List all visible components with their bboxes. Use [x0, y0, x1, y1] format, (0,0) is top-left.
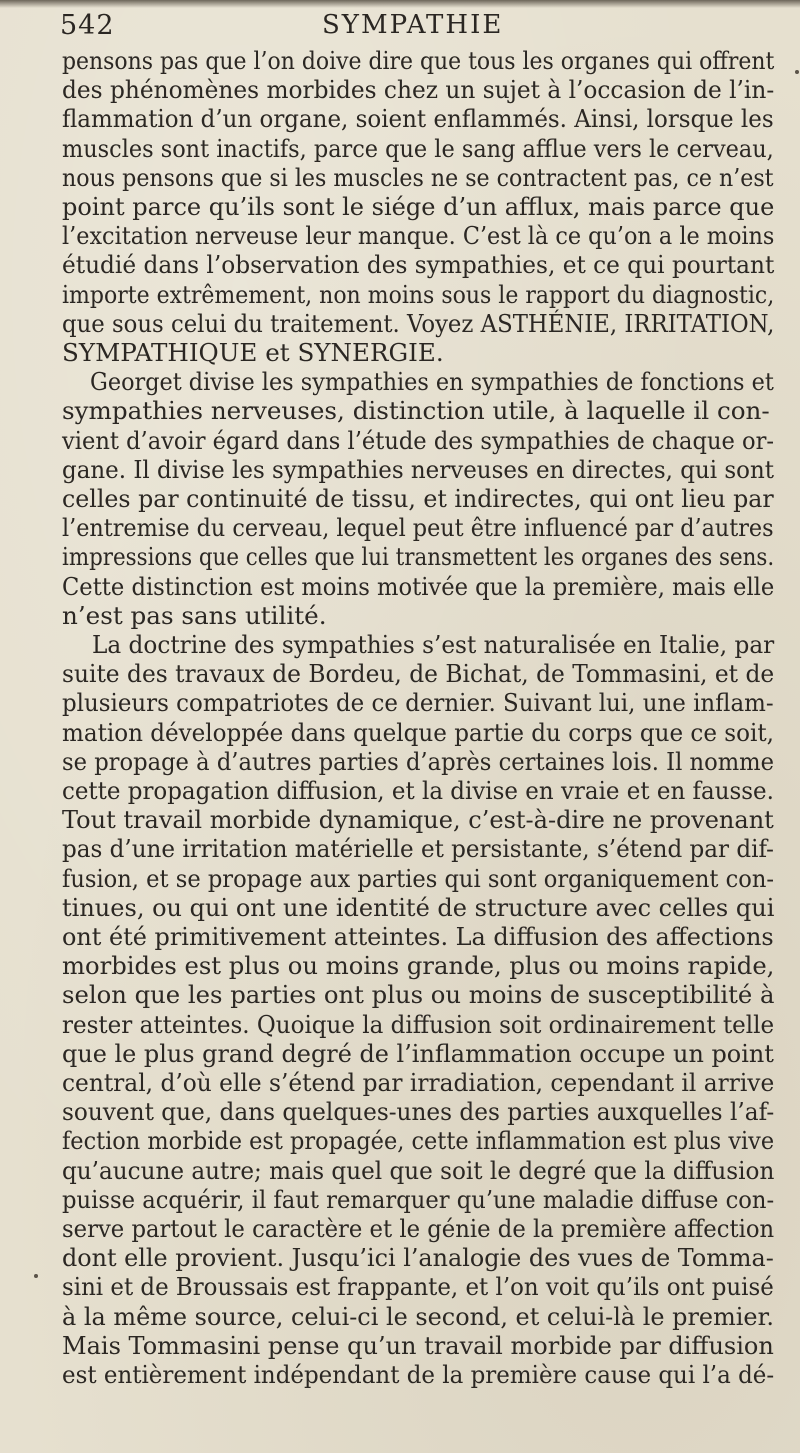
- text-line: tinues, ou qui ont une identité de structure avec celles qui: [62, 892, 775, 922]
- text-line: qu’aucune autre; mais quel que soit le degré que la diffusion: [62, 1155, 775, 1185]
- text-line: fusion, et se propage aux parties qui sont organiquement con-: [62, 863, 775, 893]
- paper-speck: [795, 70, 799, 74]
- running-title: SYMPATHIE: [322, 10, 504, 40]
- text-line: vient d’avoir égard dans l’étude des sympathies de chaque or-: [62, 425, 775, 455]
- text-line: morbides est plus ou moins grande, plus ou moins rapide,: [62, 951, 775, 981]
- text-line: mation développée dans quelque partie du corps que ce soit,: [62, 717, 774, 747]
- text-line: n’est pas sans utilité.: [62, 600, 327, 630]
- text-line: Georget divise les sympathies en sympathies de fonctions et: [90, 367, 774, 397]
- text-line: puisse acquérir, il faut remarquer qu’une maladie diffuse con-: [62, 1184, 775, 1214]
- page-number: 542: [60, 10, 115, 41]
- text-line: importe extrêmement, non moins sous le rapport du diagnostic,: [62, 279, 775, 309]
- text-line: serve partout le caractère et le génie de la première affection: [62, 1214, 775, 1243]
- text-line: plusieurs compatriotes de ce dernier. Suivant lui, une inflam-: [62, 688, 774, 718]
- text-line: gane. Il divise les sympathies nerveuses en directes, qui sont: [62, 454, 774, 484]
- text-line: cette propagation diffusion, et la divise en vraie et en fausse.: [62, 776, 774, 805]
- text-line: sini et de Broussais est frappante, et l’on voit qu’ils ont puisé: [62, 1272, 774, 1302]
- text-line: La doctrine des sympathies s’est naturalisée en Italie, par: [92, 630, 775, 659]
- text-line: SYMPATHIQUE et SYNERGIE.: [62, 338, 444, 367]
- text-line: central, d’où elle s’étend par irradiation, cependant il arrive: [62, 1068, 775, 1097]
- text-line: dont elle provient. Jusqu’ici l’analogie des vues de Tomma-: [62, 1243, 774, 1273]
- text-line: rester atteintes. Quoique la diffusion soit ordinairement telle: [62, 1009, 775, 1039]
- text-line: Cette distinction est moins motivée que la première, mais elle: [62, 571, 775, 601]
- text-line: Mais Tommasini pense qu’un travail morbide par diffusion: [62, 1330, 774, 1360]
- text-line: l’excitation nerveuse leur manque. C’est là ce qu’on a le moins: [62, 221, 775, 251]
- text-line: nous pensons que si les muscles ne se contractent pas, ce n’est: [62, 162, 774, 192]
- text-line: fection morbide est propagée, cette inflammation est plus vive: [62, 1126, 775, 1156]
- text-line: impressions que celles que lui transmettent les organes des sens.: [62, 542, 775, 572]
- text-line: pensons pas que l’on doive dire que tous les organes qui offrent: [62, 46, 775, 75]
- text-line: point parce qu’ils sont le siége d’un afflux, mais parce que: [62, 192, 775, 221]
- text-line: l’entremise du cerveau, lequel peut être influencé par d’autres: [62, 513, 774, 543]
- text-line: celles par continuité de tissu, et indirectes, qui ont lieu par: [62, 484, 774, 513]
- text-line: des phénomènes morbides chez un sujet à l’occasion de l’in-: [62, 75, 775, 105]
- text-line: sympathies nerveuses, distinction utile, à laquelle il con-: [62, 396, 770, 426]
- text-line: se propage à d’autres parties d’après certaines lois. Il nomme: [62, 746, 774, 776]
- text-line: muscles sont inactifs, parce que le sang afflue vers le cerveau,: [62, 133, 774, 163]
- text-line: que le plus grand degré de l’inflammation occupe un point: [62, 1038, 774, 1068]
- text-line: ont été primitivement atteintes. La diffusion des affections: [62, 922, 774, 951]
- text-line: pas d’une irritation matérielle et persistante, s’étend par dif-: [62, 834, 774, 864]
- text-line: selon que les parties ont plus ou moins de susceptibilité à: [62, 980, 775, 1010]
- text-line: flammation d’un organe, soient enflammés. Ainsi, lorsque les: [62, 104, 774, 134]
- text-line: souvent que, dans quelques-unes des parties auxquelles l’af-: [62, 1097, 775, 1127]
- text-line: étudié dans l’observation des sympathies, et ce qui pourtant: [62, 250, 775, 280]
- text-line: suite des travaux de Bordeu, de Bichat, de Tommasini, et de: [62, 659, 775, 689]
- page-header: [50, 6, 770, 42]
- paper-speck: [34, 1274, 38, 1278]
- text-line: Tout travail morbide dynamique, c’est-à-dire ne provenant: [62, 805, 774, 835]
- text-line: est entièrement indépendant de la première cause qui l’a dé-: [62, 1360, 775, 1389]
- text-line: à la même source, celui-ci le second, et celui-là le premier.: [62, 1301, 775, 1331]
- text-line: que sous celui du traitement. Voyez ASTHÉNIE, IRRITATION,: [62, 308, 775, 338]
